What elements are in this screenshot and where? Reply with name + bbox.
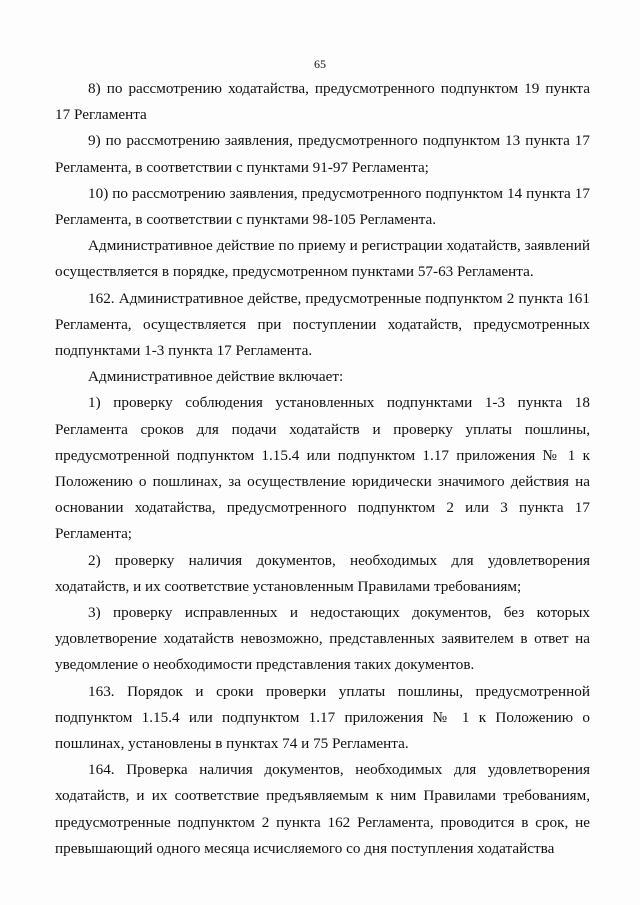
paragraph-164: 164. Проверка наличия документов, необходимых для удовлетворения ходатайств, и их соответствие предъявляемым к ним Правилами требованиям, предусмотренные подпунктом 2 пункта 162 Регламента, проводится в срок, не превышающий одного месяца исчисляемого со дня поступления ходатайства	[55, 761, 590, 857]
paragraph-check-1: 1) проверку соблюдения установленных подпунктами 1-3 пункта 18 Регламента сроков для подачи ходатайств и проверку уплаты пошлины, предусмотренной подпунктом 1.15.4 или подпунктом 1.17 приложения № 1 к Положению о пошлинах, за осуществление юридически значимого действия на основании ходатайства, предусмотренного подпунктом 2 или 3 пункта 17 Регламента;	[55, 394, 590, 543]
paragraph-163: 163. Порядок и сроки проверки уплаты пошлины, предусмотренной подпунктом 1.15.4 или подпунктом 1.17 приложения № 1 к Положению о пошлинах, установлены в пунктах 74 и 75 Регламента.	[55, 682, 590, 753]
paragraph-check-3: 3) проверку исправленных и недостающих документов, без которых удовлетворение ходатайств невозможно, представленных заявителем в ответ на уведомление о необходимости представления таких документов.	[55, 604, 590, 674]
paragraph-item-8: 8) по рассмотрению ходатайства, предусмотренного подпунктом 19 пункта 17 Регламента	[55, 80, 590, 124]
paragraph-item-9: 9) по рассмотрению заявления, предусмотренного подпунктом 13 пункта 17 Регламента, в соответствии с пунктами 91-97 Регламента;	[55, 132, 590, 176]
page-number: 65	[314, 57, 326, 71]
paragraph-162: 162. Административное действе, предусмотренные подпунктом 2 пункта 161 Регламента, осуществляется при поступлении ходатайств, предусмотренных подпунктами 1-3 пункта 17 Регламента.	[55, 289, 590, 360]
paragraph-admin-registration: Административное действие по приему и регистрации ходатайств, заявлений осуществляется в порядке, предусмотренном пунктами 57-63 Регламента.	[55, 237, 590, 281]
document-body	[55, 76, 590, 862]
paragraph-check-2: 2) проверку наличия документов, необходимых для удовлетворения ходатайств, и их соответствие установленным Правилами требованиям;	[55, 551, 590, 595]
paragraph-includes: Административное действие включает:	[88, 368, 344, 386]
paragraph-item-10: 10) по рассмотрению заявления, предусмотренного подпунктом 14 пункта 17 Регламента, в соответствии с пунктами 98-105 Регламента.	[55, 184, 590, 229]
